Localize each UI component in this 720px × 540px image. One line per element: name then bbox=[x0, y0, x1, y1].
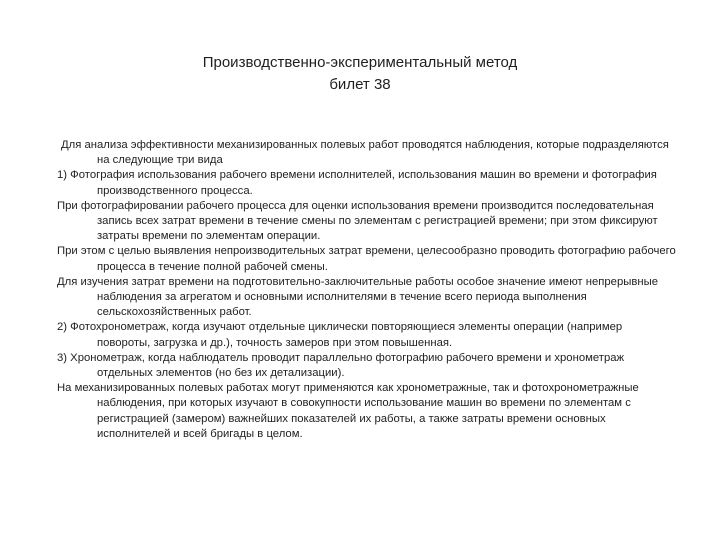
paragraph-preparatory-work: Для изучения затрат времени на подготовительно-заключительные работы особое значение имеют непрерывные наблюдения за агрегатом и основными исполнителями в течение всего периода выполнения сельскохозяйственных работ. bbox=[57, 275, 658, 319]
slide-body bbox=[57, 138, 677, 442]
paragraph-photographing-process: При фотографировании рабочего процесса для оценки использования времени производится последовательная запись всех затрат времени в течение смены по элементам с регистрацией времени; при этом фиксируют затраты времени по элементам операции. bbox=[57, 199, 658, 243]
paragraph-full-shift: При этом с целью выявления непроизводительных затрат времени, целесообразно проводить фотографию рабочего процесса в течение полной рабочей смены. bbox=[57, 245, 676, 273]
slide-title bbox=[90, 52, 630, 96]
paragraph-conclusion: На механизированных полевых работах могут применяются как хронометражные, так и фотохронометражные наблюдения, при которых изучают в совокупности использование машин во времени по элементам с регистрацией (замером) важнейших показателей их работы, а также затраты времени основных исполнителей и всей бригады в целом. bbox=[57, 382, 639, 440]
paragraph-intro: Для анализа эффективности механизированных полевых работ проводятся наблюдения, которые подразделяются на следующие три вида bbox=[61, 139, 669, 167]
paragraph-type-3-chronometry: 3) Хронометраж, когда наблюдатель проводит параллельно фотографию рабочего времени и хронометраж отдельных элементов (но без их детализации). bbox=[57, 351, 625, 380]
paragraph-type-1-photography: 1) Фотография использования рабочего времени исполнителей, использования машин во времени и фотография производственного процесса. bbox=[57, 169, 657, 197]
title-line-ticket: билет 38 bbox=[329, 76, 391, 93]
paragraph-type-2-photochronometry: 2) Фотохронометраж, когда изучают отдельные циклически повторяющиеся элементы операции (например повороты, загрузка и др.), точность замеров при этом повышенная. bbox=[57, 321, 623, 349]
title-line-method: Производственно-экспериментальный метод bbox=[202, 54, 518, 71]
